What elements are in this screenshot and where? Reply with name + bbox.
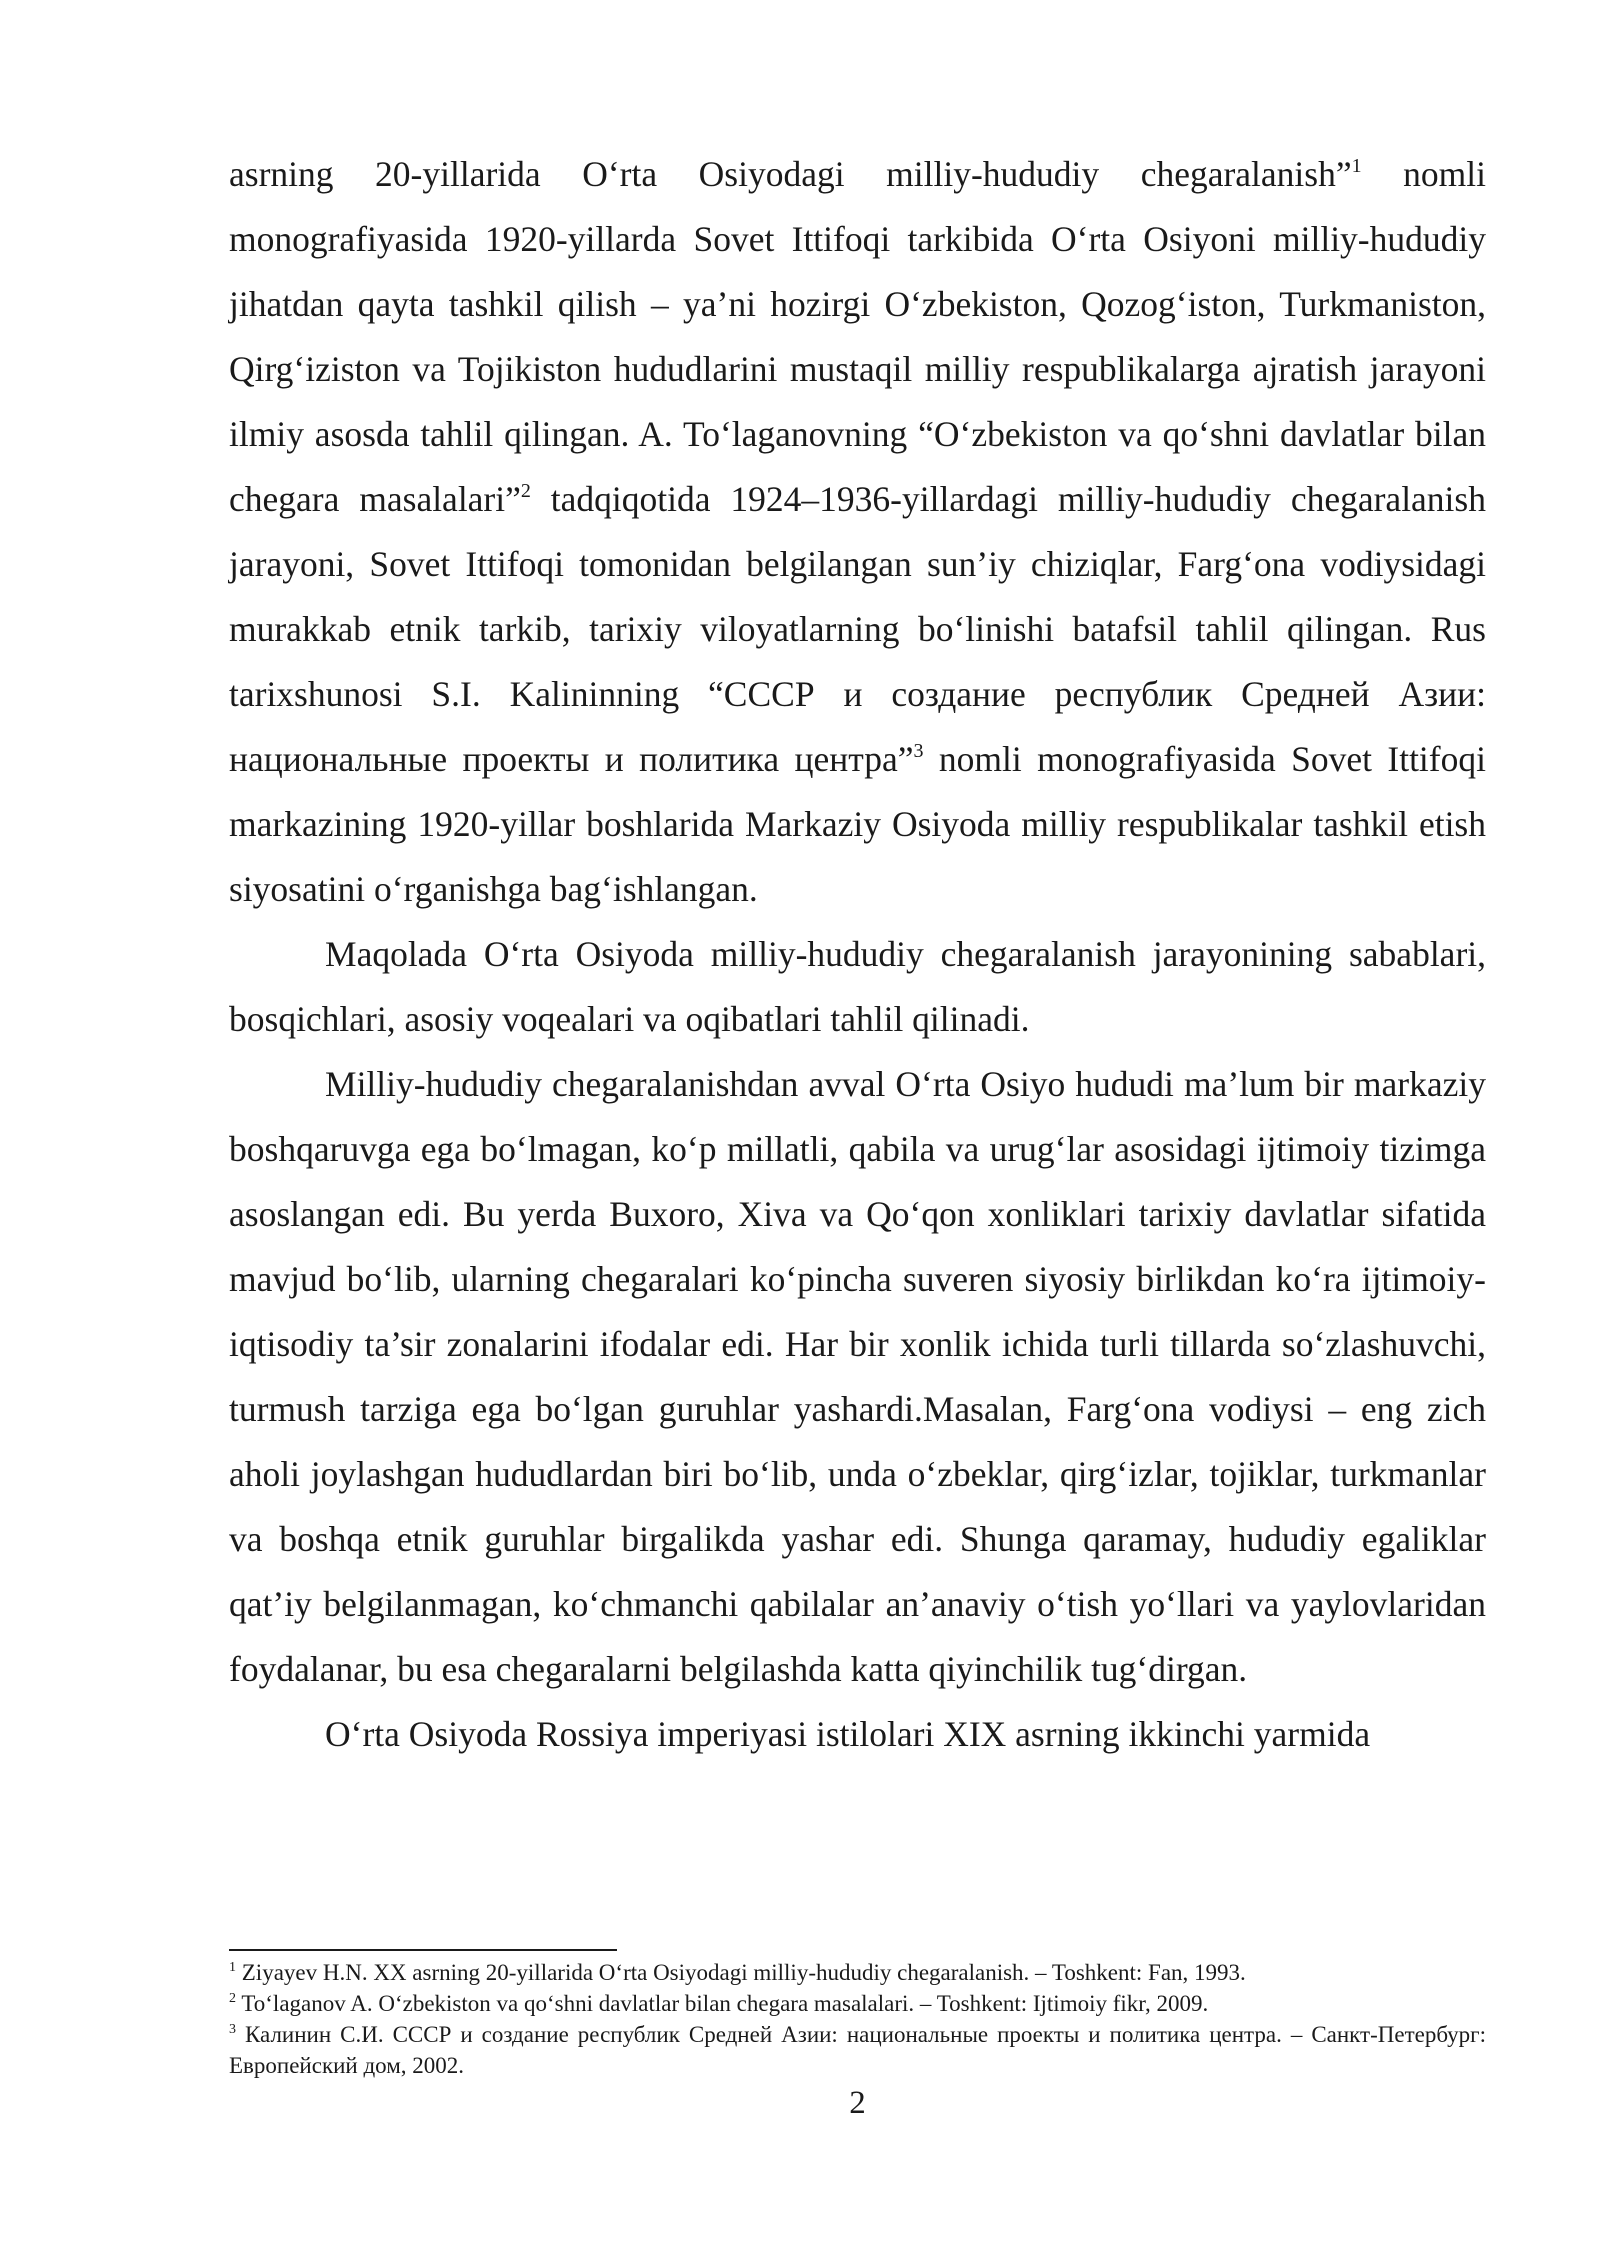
paragraph-russian-conquest: O‘rta Osiyoda Rossiya imperiyasi istilolari XIX asrning ikkinchi yarmida [325,1714,1371,1754]
paragraph-text: asrning 20-yillarida O‘rta Osiyodagi milliy-hududiy chegaralanish” [229,154,1352,194]
paragraph-text: tadqiqotida 1924–1936-yillardagi milliy-hududiy chegaralanish jarayoni, Sovet Ittifoqi tomonidan belgilangan sun’iy chiziqlar, Farg‘ona vodiysidagi murakkab etnik tarkib, tarixiy viloyatlarning bo‘linishi batafsil tahlil qilingan. Rus tarixshunosi S.I. Kalininning “СССР и создание республик Средней Азии: национальные проекты и политика центра” [229,479,1486,779]
paragraph-text: nomli monografiyasida 1920-yillarda Sovet Ittifoqi tarkibida O‘rta Osiyoni milliy-hududiy jihatdan qayta tashkil qilish – ya’ni hozirgi O‘zbekiston, Qozog‘iston, Turkmaniston, Qirg‘iziston va Tojikiston hududlarini mustaqil milliy respublikalarga ajratish jarayoni ilmiy asosda tahlil qilingan. A. To‘laganovning “O‘zbekiston va qo‘shni davlatlar bilan chegara masalalari” [229,154,1486,519]
footnote-ref-2[interactable]: 2 [520,480,531,502]
footnote-2 [229,1988,1486,2019]
page-number: 2 [849,2085,866,2121]
footnote-1 [229,1957,1486,1988]
paragraph-literature-review [229,142,1486,922]
paragraph-historical-background: Milliy-hududiy chegaralanishdan avval O‘rta Osiyo hududi ma’lum bir markaziy boshqaruvga ega bo‘lmagan, ko‘p millatli, qabila va urug‘lar asosidagi ijtimoiy tizimga asoslangan edi. Bu yerda Buxoro, Xiva va Qo‘qon xonliklari tarixiy davlatlar sifatida mavjud bo‘lib, ularning chegaralari ko‘pincha suveren siyosiy birlikdan ko‘ra ijtimoiy-iqtisodiy ta’sir zonalarini ifodalar edi. Har bir xonlik ichida turli tillarda so‘zlashuvchi, turmush tarziga ega bo‘lgan guruhlar yashardi.Masalan, Farg‘ona vodiysi – eng zich aholi joylashgan hududlardan biri bo‘lib, unda o‘zbeklar, qirg‘izlar, tojiklar, turkmanlar va boshqa etnik guruhlar birgalikda yashar edi. Shunga qaramay, hududiy egaliklar qat’iy belgilanmagan, ko‘chmanchi qabilalar an’anaviy o‘tish yo‘llari va yaylovlaridan foydalanar, bu esa chegaralarni belgilashda katta qiyinchilik tug‘dirgan. [229,1064,1486,1689]
footnote-ref-1[interactable]: 1 [1351,155,1362,177]
footnote-text: Калинин С.И. СССР и создание республик Средней Азии: национальные проекты и политика центра. – Санкт-Петербург: Европейский дом, 2002. [229,2022,1486,2078]
footnote-number: 1 [229,1960,236,1975]
page-body [229,142,1486,1767]
paragraph-article-aim: Maqolada O‘rta Osiyoda milliy-hududiy chegaralanish jarayonining sabablari, bosqichlari, asosiy voqealari va oqibatlari tahlil qilinadi. [229,934,1486,1039]
footnote-text: Ziyayev H.N. XX asrning 20-yillarida O‘rta Osiyodagi milliy-hududiy chegaralanish. – Toshkent: Fan, 1993. [236,1960,1246,1985]
footnote-3 [229,2019,1486,2081]
paragraph-text: nomli monografiyasida Sovet Ittifoqi markazining 1920-yillar boshlarida Markaziy Osiyoda milliy respublikalar tashkil etish siyosatini o‘rganishga bag‘ishlangan. [229,739,1486,909]
footnote-number: 2 [229,1991,236,2006]
footnote-number: 3 [229,2022,236,2037]
footnotes [229,1957,1486,2081]
footnote-text: To‘laganov A. O‘zbekiston va qo‘shni davlatlar bilan chegara masalalari. – Toshkent: Ijtimoiy fikr, 2009. [236,1991,1209,2016]
footnote-ref-3[interactable]: 3 [913,740,924,762]
footnote-separator [229,1949,617,1951]
